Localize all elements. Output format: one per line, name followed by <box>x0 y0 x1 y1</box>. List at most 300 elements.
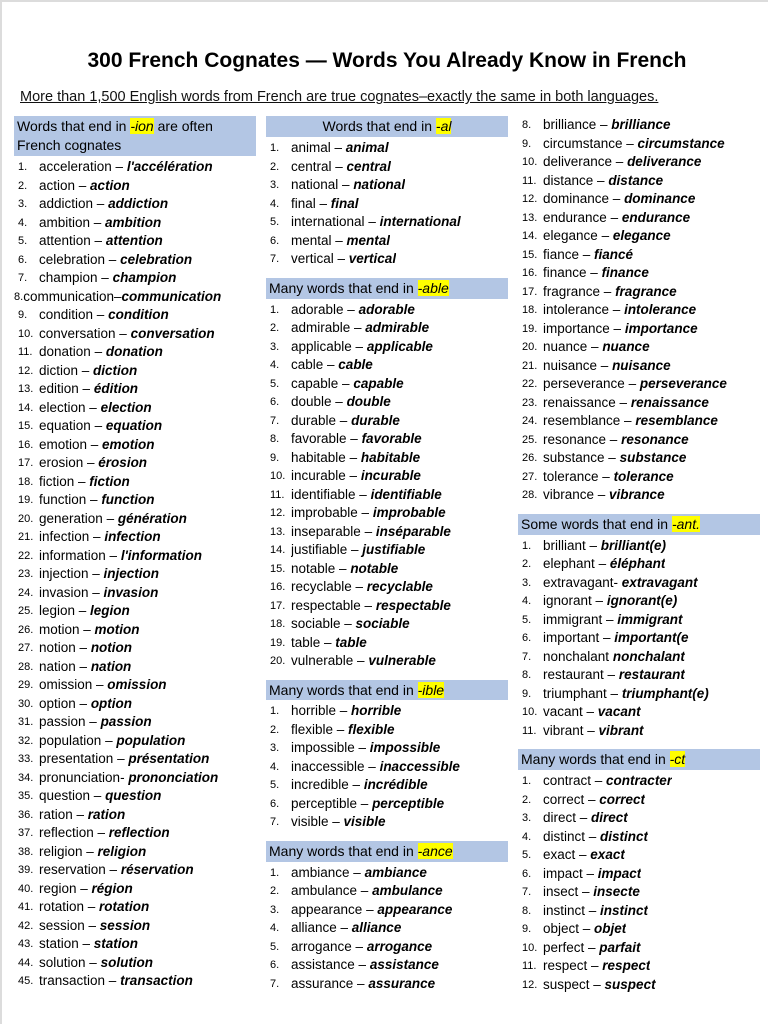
cognate-item <box>14 251 256 270</box>
word-pair <box>543 412 718 431</box>
word-section <box>266 278 508 671</box>
word-pair <box>39 362 137 381</box>
word-pair <box>291 158 391 177</box>
item-number: 8. <box>522 904 532 917</box>
item-number: 25. <box>18 605 34 618</box>
french-word: correct <box>599 791 646 807</box>
cognate-item <box>14 288 256 307</box>
cognate-item <box>266 375 508 394</box>
item-number: 10. <box>270 470 286 483</box>
english-word: mental <box>291 232 332 248</box>
french-word: admirable <box>365 320 430 336</box>
separator: – <box>88 584 104 600</box>
word-pair <box>39 806 125 825</box>
word-pair <box>291 338 433 357</box>
separator: – <box>333 721 349 737</box>
english-word: information <box>39 547 106 563</box>
separator: – <box>604 450 620 466</box>
word-pair <box>291 319 429 338</box>
item-number: 12. <box>270 507 286 520</box>
word-pair <box>39 251 192 270</box>
english-word: station <box>39 936 79 952</box>
cognate-item <box>518 227 760 246</box>
section-header-text: Many words that end in <box>269 842 418 859</box>
item-number: 3. <box>18 198 28 211</box>
separator: – <box>75 640 91 656</box>
separator: – <box>622 135 638 151</box>
separator: – <box>330 140 346 156</box>
cognate-item <box>518 537 760 556</box>
english-word: circumstance <box>543 135 623 151</box>
separator: – <box>105 973 121 989</box>
cognate-item <box>266 356 508 375</box>
word-pair <box>543 791 645 810</box>
item-number: 22. <box>18 549 34 562</box>
french-word: diction <box>93 362 138 378</box>
word-pair <box>543 227 671 246</box>
english-word: fiction <box>39 473 75 489</box>
word-pair <box>543 135 725 154</box>
cognate-item <box>14 362 256 381</box>
french-word: éléphant <box>609 556 666 572</box>
cognate-item <box>266 938 508 957</box>
separator: – <box>345 449 361 465</box>
english-word: vertical <box>291 251 334 267</box>
separator: - <box>613 574 622 590</box>
separator: – <box>331 394 347 410</box>
item-number: 6. <box>522 867 532 880</box>
cognate-item <box>518 939 760 958</box>
cognate-item <box>14 972 256 991</box>
item-number: 28. <box>522 489 538 502</box>
french-word: circumstance <box>637 135 725 151</box>
word-pair <box>543 939 641 958</box>
english-word: substance <box>543 450 605 466</box>
separator: – <box>90 788 106 804</box>
section-header-text: Many words that end in <box>269 279 418 296</box>
cognate-list <box>518 537 760 741</box>
item-number: 2. <box>270 322 280 335</box>
french-word: motion <box>94 621 140 637</box>
french-word: parfait <box>599 939 641 955</box>
english-word: ration <box>39 806 73 822</box>
french-word: emotion <box>102 436 155 452</box>
french-word: attention <box>105 233 163 249</box>
word-pair <box>291 758 460 777</box>
cognate-item <box>266 901 508 920</box>
word-pair <box>291 739 440 758</box>
separator: – <box>75 177 91 193</box>
french-word: table <box>335 634 367 650</box>
cognate-item <box>518 468 760 487</box>
cognate-item <box>266 882 508 901</box>
english-word: rotation <box>39 899 85 915</box>
item-number: 9. <box>522 923 532 936</box>
item-number: 29. <box>18 679 34 692</box>
section-header-text: Many words that end in <box>269 681 418 698</box>
word-pair <box>291 919 401 938</box>
word-pair <box>39 824 170 843</box>
english-word: diction <box>39 362 79 378</box>
french-word: objet <box>594 921 627 937</box>
cognate-item <box>266 615 508 634</box>
english-word: admirable <box>291 320 351 336</box>
cognate-list <box>266 702 508 832</box>
french-word: intolerance <box>624 302 697 318</box>
french-word: substance <box>619 450 687 466</box>
word-pair <box>39 547 202 566</box>
item-number: 1. <box>270 142 280 155</box>
french-word: distinct <box>600 828 649 844</box>
highlighted-suffix: -ion <box>130 118 154 135</box>
word-section <box>518 749 760 994</box>
french-word: arrogance <box>366 938 433 954</box>
cognate-list <box>518 116 760 505</box>
french-word: respect <box>602 958 651 974</box>
french-word: conversation <box>130 325 215 341</box>
item-number: 6. <box>522 632 532 645</box>
word-pair <box>39 454 147 473</box>
french-word: habitable <box>360 449 421 465</box>
cognate-item <box>14 695 256 714</box>
highlighted-suffix: -al <box>435 118 452 135</box>
cognate-item <box>266 467 508 486</box>
french-word: addiction <box>108 196 169 212</box>
item-number: 8. <box>14 290 24 303</box>
word-pair <box>291 956 439 975</box>
cognate-item <box>266 634 508 653</box>
word-pair <box>543 449 686 468</box>
word-pair <box>39 732 185 751</box>
cognate-item <box>518 246 760 265</box>
english-word: emotion <box>39 436 88 452</box>
english-word: table <box>291 634 321 650</box>
english-word: function <box>39 492 87 508</box>
cognate-item <box>14 861 256 880</box>
separator: – <box>589 976 605 992</box>
french-word: infection <box>104 529 161 545</box>
separator: – <box>355 486 371 502</box>
item-number: 21. <box>18 531 34 544</box>
french-word: applicable <box>366 338 433 354</box>
separator: – <box>584 939 600 955</box>
word-pair <box>39 639 132 658</box>
french-word: favorable <box>361 431 422 447</box>
word-pair <box>39 695 132 714</box>
french-word: station <box>93 936 139 952</box>
french-word: double <box>346 394 391 410</box>
cognate-item <box>518 722 760 741</box>
french-word: tolerance <box>613 468 674 484</box>
word-pair <box>543 537 666 556</box>
english-word: passion <box>39 714 86 730</box>
separator: – <box>364 758 380 774</box>
english-word: brilliant <box>543 537 586 553</box>
english-word: attention <box>39 233 91 249</box>
english-word: election <box>39 399 86 415</box>
item-number: 16. <box>270 581 286 594</box>
french-word: action <box>90 177 130 193</box>
word-pair <box>39 177 130 196</box>
french-word: instinct <box>600 902 649 918</box>
english-word: erosion <box>39 455 84 471</box>
english-word: vacant <box>543 704 583 720</box>
english-word: champion <box>39 270 98 286</box>
word-pair <box>291 578 433 597</box>
separator: – <box>353 653 369 669</box>
english-word: assistance <box>291 957 355 973</box>
word-pair <box>543 338 650 357</box>
item-number: 25. <box>522 433 538 446</box>
separator: – <box>600 283 616 299</box>
separator: – <box>594 487 610 503</box>
item-number: 2. <box>522 793 532 806</box>
word-pair <box>291 560 398 579</box>
french-word: resonance <box>621 431 689 447</box>
word-pair <box>291 504 446 523</box>
french-word: édition <box>93 381 139 397</box>
english-word: notion <box>39 640 76 656</box>
cognate-item <box>266 739 508 758</box>
french-word: inséparable <box>375 523 451 539</box>
english-word: population <box>39 732 102 748</box>
cognate-item <box>266 597 508 616</box>
french-word: injection <box>103 566 160 582</box>
word-pair <box>39 343 163 362</box>
french-word: nation <box>90 658 132 674</box>
french-word: communication <box>121 288 222 304</box>
separator: – <box>86 492 102 508</box>
item-number: 41. <box>18 901 34 914</box>
word-pair <box>39 658 131 677</box>
separator: – <box>364 214 380 230</box>
french-word: impossible <box>369 740 441 756</box>
english-word: respect <box>543 958 588 974</box>
separator: – <box>335 560 351 576</box>
cognate-item <box>518 172 760 191</box>
french-word: reflection <box>108 825 170 841</box>
word-pair <box>39 676 167 695</box>
french-word: érosion <box>98 455 148 471</box>
separator: – <box>582 865 598 881</box>
item-number: 4. <box>270 359 280 372</box>
english-word: identifiable <box>291 486 356 502</box>
separator: – <box>92 677 108 693</box>
english-word: edition <box>39 381 79 397</box>
english-word: horrible <box>291 703 337 719</box>
english-word: nonchalant <box>543 648 610 664</box>
section-header <box>266 841 508 862</box>
word-pair <box>39 602 130 621</box>
separator: – <box>360 523 376 539</box>
word-pair <box>291 721 395 740</box>
item-number: 42. <box>18 919 34 932</box>
cognate-item <box>266 213 508 232</box>
item-number: 15. <box>522 248 538 261</box>
english-word: sociable <box>291 616 341 632</box>
french-word: réservation <box>120 862 194 878</box>
english-word: capable <box>291 375 339 391</box>
column-1 <box>14 116 256 994</box>
french-word: resemblance <box>635 413 718 429</box>
french-word: central <box>346 158 391 174</box>
cognate-item <box>266 158 508 177</box>
separator: – <box>612 154 628 170</box>
separator: – <box>72 806 88 822</box>
english-word: distinct <box>543 828 586 844</box>
english-word: religion <box>39 843 83 859</box>
english-word: resemblance <box>543 413 621 429</box>
word-pair <box>543 153 701 172</box>
separator: – <box>78 362 94 378</box>
word-pair <box>543 574 698 593</box>
cognate-item <box>14 473 256 492</box>
cognate-item <box>518 116 760 135</box>
french-word: importance <box>624 320 698 336</box>
item-number: 6. <box>270 396 280 409</box>
separator: – <box>113 288 122 304</box>
english-word: renaissance <box>543 394 616 410</box>
cognate-item <box>266 813 508 832</box>
english-word: elephant <box>543 556 595 572</box>
separator: – <box>351 579 367 595</box>
separator: – <box>357 795 373 811</box>
cognate-item <box>14 232 256 251</box>
item-number: 14. <box>270 544 286 557</box>
french-word: international <box>379 214 461 230</box>
separator: – <box>578 884 594 900</box>
separator: – <box>591 593 607 609</box>
cognate-item <box>518 338 760 357</box>
french-word: prononciation <box>128 769 219 785</box>
french-word: solution <box>100 954 154 970</box>
item-number: 4. <box>522 595 532 608</box>
item-number: 45. <box>18 975 34 988</box>
english-word: acceleration <box>39 159 112 175</box>
word-pair <box>291 449 420 468</box>
separator: – <box>591 773 607 789</box>
french-word: celebration <box>120 251 193 267</box>
item-number: 13. <box>270 525 286 538</box>
english-word: addiction <box>39 196 94 212</box>
cognate-item <box>518 209 760 228</box>
item-number: 38. <box>18 845 34 858</box>
separator: – <box>348 777 364 793</box>
word-pair <box>291 541 425 560</box>
french-word: national <box>353 177 406 193</box>
word-pair <box>39 621 140 640</box>
french-word: condition <box>108 307 169 323</box>
word-pair <box>543 283 677 302</box>
french-word: appearance <box>377 901 453 917</box>
item-number: 9. <box>522 137 532 150</box>
english-word: conversation <box>39 325 116 341</box>
word-pair <box>39 843 146 862</box>
cognate-item <box>14 547 256 566</box>
cognate-item <box>14 565 256 584</box>
cognate-item <box>518 301 760 320</box>
english-word: generation <box>39 510 103 526</box>
item-number: 19. <box>270 636 286 649</box>
word-pair <box>543 957 650 976</box>
word-pair <box>543 828 648 847</box>
column-3 <box>518 116 760 994</box>
french-word: triumphant(e) <box>621 685 709 701</box>
item-number: 15. <box>270 562 286 575</box>
cognate-item <box>266 319 508 338</box>
french-word: elegance <box>612 228 671 244</box>
cognate-item <box>14 806 256 825</box>
cognate-item <box>518 666 760 685</box>
english-word: vulnerable <box>291 653 354 669</box>
separator: – <box>354 957 370 973</box>
separator: – <box>362 901 378 917</box>
french-word: renaissance <box>630 394 709 410</box>
word-pair <box>543 592 677 611</box>
word-pair <box>543 902 648 921</box>
item-number: 5. <box>522 849 532 862</box>
french-word: nuisance <box>612 357 671 373</box>
french-word: mental <box>346 232 391 248</box>
word-pair <box>543 209 690 228</box>
separator: – <box>615 394 631 410</box>
word-pair <box>291 139 389 158</box>
english-word: extravagant <box>543 574 614 590</box>
word-pair <box>291 634 367 653</box>
item-number: 8. <box>270 433 280 446</box>
item-number: 17. <box>522 285 538 298</box>
french-word: fiancé <box>594 246 634 262</box>
french-word: ration <box>87 806 126 822</box>
english-word: motion <box>39 621 80 637</box>
french-word: population <box>116 732 186 748</box>
english-word: adorable <box>291 301 344 317</box>
item-number: 20. <box>270 655 286 668</box>
french-word: respectable <box>375 597 451 613</box>
cognate-item <box>14 454 256 473</box>
separator: – <box>83 455 99 471</box>
english-word: assurance <box>291 975 354 991</box>
item-number: 40. <box>18 882 34 895</box>
word-pair <box>291 864 427 883</box>
english-word: restaurant <box>543 667 604 683</box>
word-pair <box>291 467 421 486</box>
french-word: durable <box>351 412 400 428</box>
cognate-item <box>518 809 760 828</box>
french-word: assurance <box>368 975 436 991</box>
english-word: direct <box>543 810 577 826</box>
cognate-item <box>14 510 256 529</box>
english-word: invasion <box>39 584 89 600</box>
cognate-item <box>14 158 256 177</box>
item-number: 31. <box>18 716 34 729</box>
cognate-item <box>518 865 760 884</box>
english-word: finance <box>543 265 587 281</box>
item-number: 27. <box>522 470 538 483</box>
english-word: injection <box>39 566 89 582</box>
word-pair <box>39 399 152 418</box>
item-number: 7. <box>270 414 280 427</box>
english-word: favorable <box>291 431 347 447</box>
french-word: incrédible <box>363 777 428 793</box>
english-word: object <box>543 921 580 937</box>
separator: – <box>351 338 367 354</box>
cognate-item <box>14 380 256 399</box>
separator: – <box>583 722 599 738</box>
separator: – <box>585 902 601 918</box>
cognate-item <box>266 139 508 158</box>
section-header-text: Words that end in <box>17 118 131 135</box>
